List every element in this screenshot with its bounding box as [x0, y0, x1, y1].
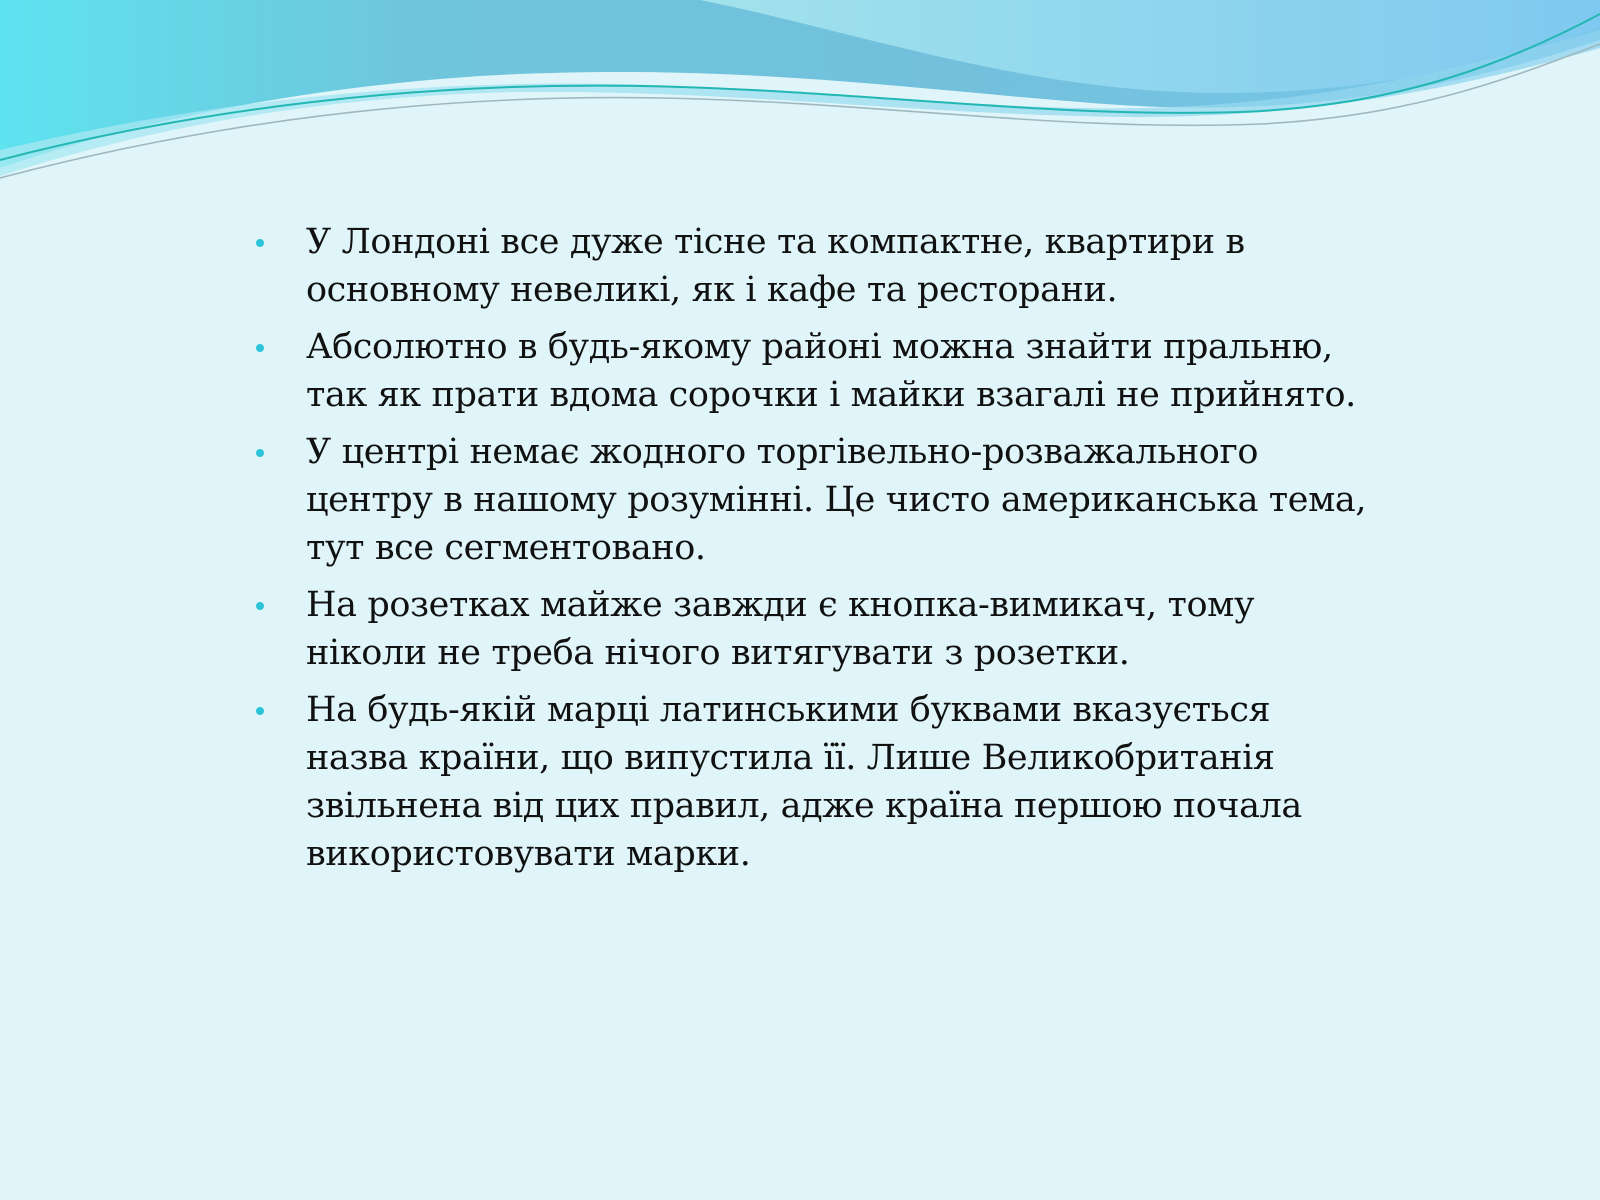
- bullet-line: назва країни, що випустила її. Лише Великобританія: [306, 738, 1275, 778]
- bullet-line: основному невеликі, як і кафе та ресторани.: [306, 270, 1118, 310]
- bullet-item-sockets: [250, 581, 1370, 677]
- bullet-line: У Лондоні все дуже тісне та компактне, квартири в: [306, 222, 1245, 262]
- slide-body: [250, 218, 1370, 887]
- bullet-dot: [256, 344, 264, 352]
- bullet-line: тут все сегментовано.: [306, 528, 706, 568]
- decorative-wave-header: [0, 0, 1600, 200]
- bullet-line: ніколи не треба нічого витягувати з розетки.: [306, 633, 1130, 673]
- bullet-line: На будь-якій марці латинськими буквами вказується: [306, 690, 1271, 730]
- bullet-line: звільнена від цих правил, адже країна першою почала: [306, 786, 1302, 826]
- bullet-line: Абсолютно в будь-якому районі можна знайти пральню,: [306, 327, 1333, 367]
- bullet-line: У центрі немає жодного торгівельно-розважального: [306, 432, 1259, 472]
- bullet-line: центру в нашому розумінні. Це чисто американська тема,: [306, 480, 1367, 520]
- bullet-line: На розетках майже завжди є кнопка-вимикач, тому: [306, 585, 1255, 625]
- bullet-item-stamps: [250, 686, 1370, 878]
- bullet-item-laundry: [250, 323, 1370, 419]
- bullet-line: так як прати вдома сорочки і майки взагалі не прийнято.: [306, 375, 1356, 415]
- bullet-item-london-compact: [250, 218, 1370, 314]
- bullet-dot: [256, 707, 264, 715]
- bullet-line: використовувати марки.: [306, 834, 751, 874]
- bullet-dot: [256, 239, 264, 247]
- bullet-dot: [256, 449, 264, 457]
- bullet-dot: [256, 602, 264, 610]
- bullet-item-shopping-center: [250, 428, 1370, 572]
- bullet-list: [250, 218, 1370, 878]
